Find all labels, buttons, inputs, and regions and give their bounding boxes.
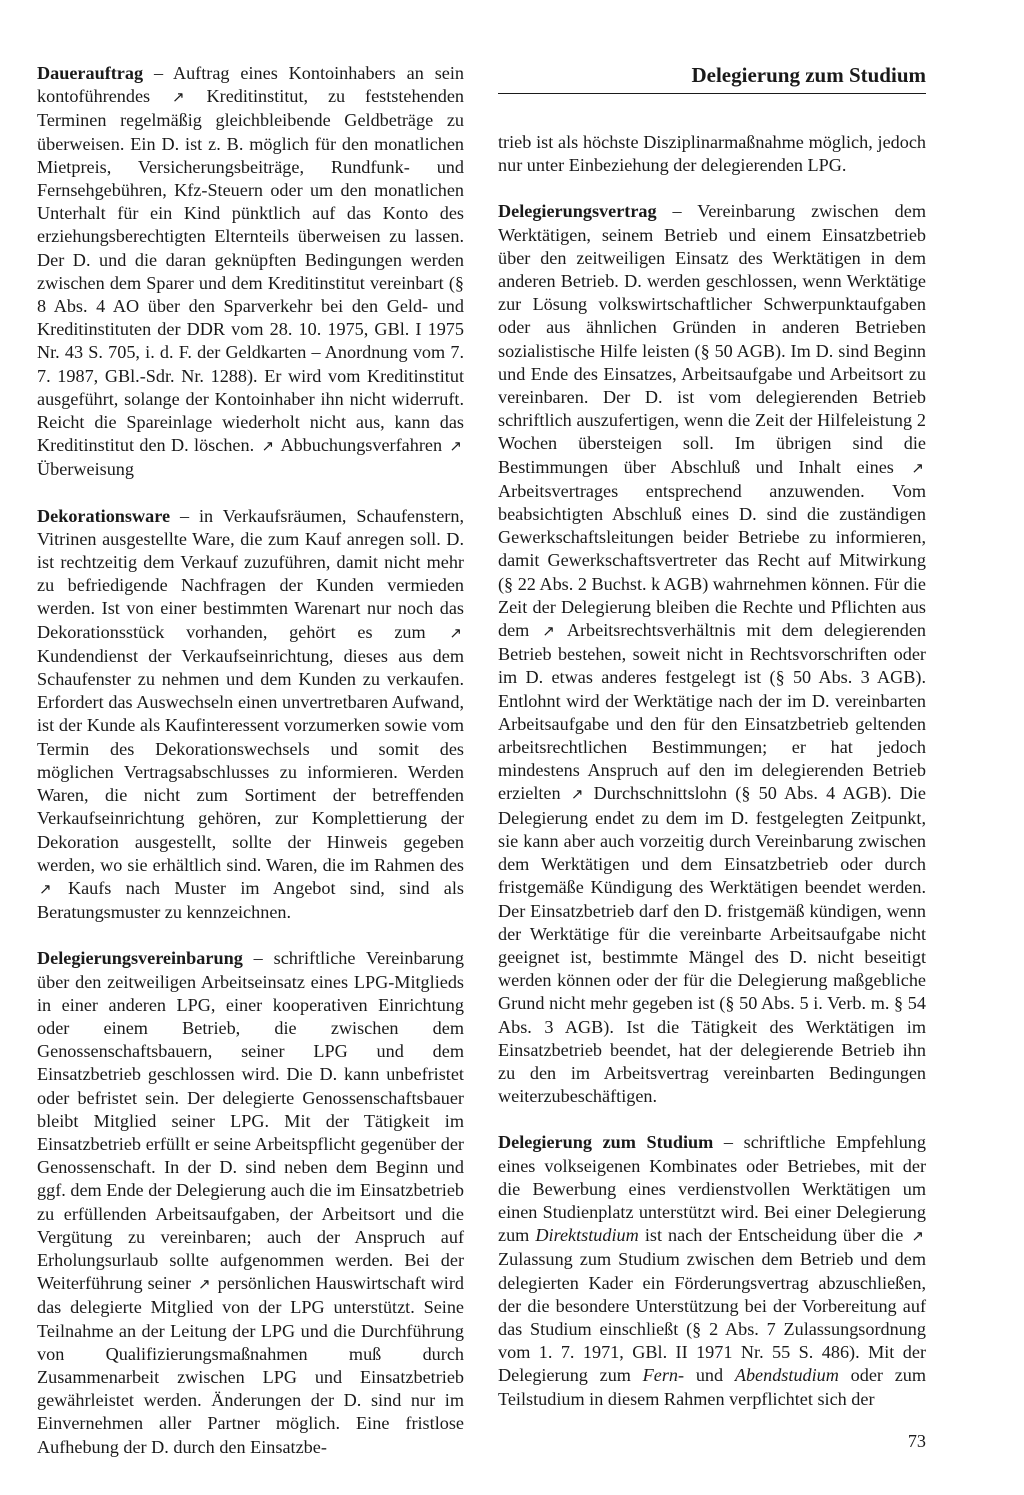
- cross-reference-arrow-icon: ↗: [911, 458, 924, 477]
- entry-term: Dekorationsware: [37, 505, 171, 526]
- cross-reference-arrow-icon: ↗: [911, 1227, 924, 1246]
- entry-term: Delegierung zum Studium: [498, 1132, 714, 1153]
- page-number: 73: [907, 1431, 926, 1451]
- entry-delegierungsvertrag: [498, 200, 926, 1108]
- cross-reference-arrow-icon: ↗: [449, 437, 462, 456]
- cross-reference-arrow-icon: ↗: [39, 879, 52, 898]
- cross-reference-arrow-icon: ↗: [261, 437, 275, 456]
- entry-body-text: – schriftliche Vereinbarung über den zeitweiligen Arbeitseinsatz eines LPG-Mitglieds in einer anderen LPG, einer kooperativen Einrichtung oder einem Betrieb, die zwischen dem Genossenschaftsbauern, seiner LPG und dem Einsatzbetrieb geschlossen wird. Die D. kann unbefristet oder befristet sein. Der delegierte Genossenschaftsbauer bleibt Mitglied seiner LPG. Mit der Tätigkeit im Einsatzbetrieb erfüllt er seine Arbeitspflicht gegenüber der Genossenschaft. In der D. sind neben dem Beginn und ggf. dem Ende der Delegierung auch die im Einsatzbetrieb zu erfüllenden Arbeitsaufgaben, der Arbeitsort und die Vergütung zu vereinbaren; auch der Anspruch auf Erholungsurlaub sollte aufgenommen werden. Bei der Weiterführung seiner: [37, 948, 464, 1294]
- entry-text: [37, 62, 464, 482]
- cross-reference-arrow-icon: ↗: [570, 785, 584, 804]
- entry-text: [37, 505, 464, 925]
- cross-reference-arrow-icon: ↗: [542, 622, 555, 641]
- entry-delegierung-zum-studium: [498, 1131, 926, 1410]
- entry-body-text: Kundendienst der Verkaufseinrichtung, dieses aus dem Schaufenster zu nehmen und dem Kunden zu verkaufen. Erfordert das Auswechseln einen unvertretbaren Aufwand, ist der Kunde als Kaufinteressent vorzumerken sowie vom Termin des Dekorationswechsels und somit des möglichen Vertragsabschlusses zu informieren. Werden Waren, die nicht zum Sortiment der betreffenden Verkaufseinrichtung gehören, zur Komplettierung der Dekoration ausgestellt, sollte der Hinweis gegeben werden, wo sie erhältlich sind. Waren, die im Rahmen des: [37, 645, 464, 875]
- entry-body-text: persönlichen Hauswirtschaft wird das delegierte Mitglied von der LPG unterstützt. Seine Teilnahme an der Leitung der LPG und die Durchführung von Qualifizierungsmaßnahmen muß durch Zusammenarbeit zwischen LPG und Einsatzbetrieb gewährleistet werden. Änderungen der D. sind nur im Einvernehmen aller Partner möglich. Eine fristlose Aufhebung der D. durch den Einsatzbe-: [37, 1273, 464, 1457]
- entry-body-text: ist nach der Entscheidung über die: [638, 1225, 910, 1246]
- entry-body-text: Arbeitsvertrages entsprechend anzuwenden. Vom beabsichtigten Abschluß eines D. sind die zuständigen Gewerkschaftsleitungen beider Betriebe zu informieren, damit Gewerkschaftsvertreter das Recht auf Mitwirkung (§ 22 Abs. 2 Buchst. k AGB) wahrnehmen können. Für die Zeit der Delegierung bleiben die Rechte und Pflichten aus dem: [498, 480, 926, 641]
- header-rule: [498, 93, 926, 94]
- entry-body-text: Kreditinstitut, zu feststehenden Terminen regelmäßig gleichbleibende Geldbeträge zu überweisen. Ein D. ist z. B. möglich für den monatlichen Mietpreis, Versicherungsbeiträge, Rundfunk- und Fernsehgebühren, Kfz-Steuern oder um den monatlichen Unterhalt für ein Kind pünktlich auf das Konto des erziehungsberechtigten Elternteils überweisen zu lassen. Der D. und die daran geknüpften Bedingungen werden zwischen dem Sparer und dem Kreditinstitut vereinbart (§ 8 Abs. 4 AO über den Sparverkehr bei den Geld- und Kreditinstituten der DDR vom 28. 10. 1975, GBl. I 1975 Nr. 43 S. 705, i. d. F. der Geldkarten – Anordnung vom 7. 7. 1987, GBl.-Sdr. Nr. 1288). Er wird vom Kreditinstitut ausgeführt, solange der Kontoinhaber ihn nicht widerruft. Reicht die Spareinlage wiederholt nicht aus, kann das Kreditinstitut den D. löschen.: [37, 86, 464, 456]
- entry-body-text: Überweisung: [37, 459, 134, 480]
- entry-body-text: Durchschnittslohn (§ 50 Abs. 4 AGB). Die Delegierung endet zu dem im D. festgelegten Zeitpunkt, sie kann aber auch vorzeitig durch Vereinbarung zwischen dem Werktätigen und dem Einsatzbetrieb oder durch fristgemäße Kündigung des Werktätigen beendet werden. Der Einsatzbetrieb darf den D. fristgemäß kündigen, wenn der Werktätige für die vereinbarte Arbeitsaufgabe nicht geeignet ist, bestimmte Mängel des D. nicht beseitigt werden können oder der für die Delegierung maßgebliche Grund nicht mehr gegeben ist (§ 50 Abs. 5 i. Verb. m. § 54 Abs. 3 AGB). Ist die Tätigkeit des Werktätigen im Einsatzbetrieb beendet, hat der delegierende Betrieb ihn zu den im Arbeitsvertrag vereinbarten Bedingungen weiterzubeschäftigen.: [498, 783, 926, 1107]
- entry-term: Delegierungsvereinbarung: [37, 948, 243, 969]
- continuation-text: trieb ist als höchste Disziplinarmaßnahme möglich, jedoch nur unter Einbeziehung der delegierenden LPG.: [498, 132, 926, 176]
- entry-body-text: Arbeitsrechtsverhältnis mit dem delegierenden Betrieb bestehen, soweit nicht in Rechtsvorschriften oder im D. etwas anderes festgelegt ist (§ 50 Abs. 3 AGB). Entlohnt wird der Werktätige nach der im D. vereinbarten Arbeitsaufgabe und den für den Einsatzbetrieb geltenden arbeitsrechtlichen Bestimmungen; er hat jedoch mindestens Anspruch auf den im delegierenden Betrieb erzielten: [498, 620, 926, 804]
- entry-body-text: und: [684, 1365, 735, 1386]
- emphasized-text: Fern-: [642, 1365, 685, 1386]
- cross-reference-arrow-icon: ↗: [172, 88, 185, 107]
- entry-continuation: [498, 131, 926, 177]
- entry-delegierungsvereinbarung: [37, 947, 464, 1458]
- cross-reference-arrow-icon: ↗: [198, 1275, 211, 1294]
- entry-body-text: Abbuchungsverfahren: [276, 435, 448, 456]
- entry-dekorationsware: [37, 505, 464, 925]
- entry-body-text: Zulassung zum Studium zwischen dem Betrieb und dem delegierten Kader ein Förderungsvertrag abzuschließen, der die besondere Unterstützung bei der Vorbereitung auf das Studium einschließt (§ 2 Abs. 7 Zulassungsordnung vom 1. 7. 1971, GBl. II 1971 Nr. 55 S. 486). Mit der Delegierung zum: [498, 1249, 926, 1386]
- left-column: [37, 62, 464, 1482]
- entry-term: Dauerauftrag: [37, 63, 144, 83]
- entry-text: [37, 947, 464, 1458]
- entry-text: [498, 200, 926, 1108]
- entry-body-text: – in Verkaufsräumen, Schaufenstern, Vitrinen ausgestellte Ware, die zum Kauf anregen soll. D. ist rechtzeitig dem Verkauf zuzuführen, damit nicht mehr zu befriedigende Nachfragen der Kunden vermieden werden. Ist von einer bestimmten Warenart nur noch das Dekorationsstück vorhanden, gehört es zum: [37, 505, 464, 642]
- entry-body-text: – Vereinbarung zwischen dem Werktätigen, seinem Betrieb und einem Einsatzbetrieb über den zeitweiligen Einsatz des Werktätigen in dem anderen Betrieb. D. werden geschlossen, wenn Werktätige zur Lösung volkswirtschaftlicher Schwerpunktaufgaben oder aus ähnlichen Gründen in anderen Betrieben sozialistische Hilfe leisten (§ 50 AGB). Im D. sind Beginn und Ende des Einsatzes, Arbeitsaufgabe und Arbeitsort zu vereinbaren. Der D. ist vom delegierenden Betrieb schriftlich auszufertigen, wenn die Zeit der Hilfeleistung 2 Wochen übersteigen soll. Im übrigen sind die Bestimmungen über Abschluß und Inhalt eines: [498, 201, 926, 477]
- entry-body-text: – Auftrag eines Kontoinhabers an sein kontoführendes: [37, 63, 464, 107]
- entry-text: [498, 1131, 926, 1410]
- entry-body-text: Kaufs nach Muster im Angebot sind, sind als Beratungsmuster zu kennzeichnen.: [37, 877, 464, 923]
- entry-body-text: – schriftliche Empfehlung eines volkseigenen Kombinates oder Betriebes, mit der die Bewerbung eines verdienstvollen Werktätigen um einen Studienplatz unterstützt wird. Bei einer Delegierung zum: [498, 1132, 926, 1246]
- entry-body-text: oder zum Teilstudium in diesem Rahmen verpflichtet sich der: [498, 1365, 927, 1409]
- running-head: Delegierung zum Studium: [691, 63, 926, 87]
- entry-term: Delegierungsvertrag: [498, 201, 657, 222]
- right-column: [498, 131, 926, 1434]
- entry-dauerauftrag: [37, 62, 464, 482]
- cross-reference-arrow-icon: ↗: [449, 623, 462, 642]
- emphasized-text: Direktstudium: [535, 1225, 639, 1246]
- emphasized-text: Abendstudium: [734, 1365, 839, 1386]
